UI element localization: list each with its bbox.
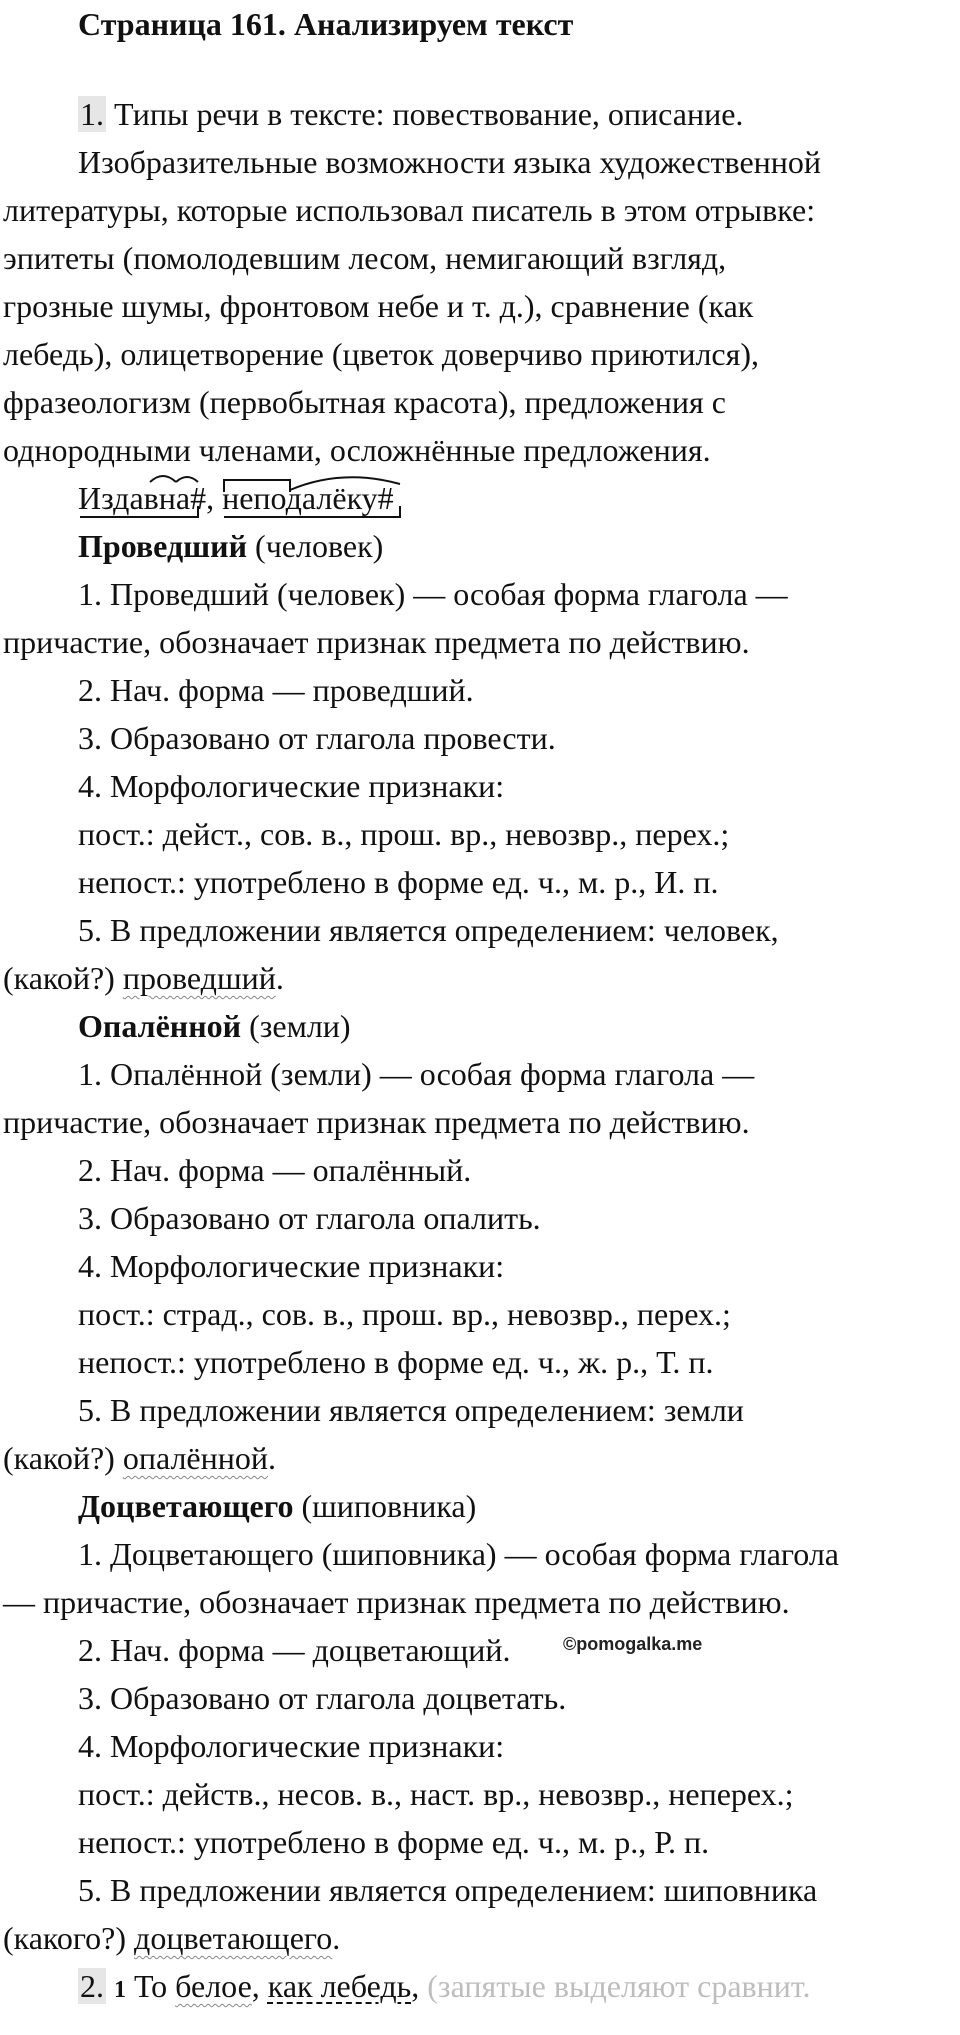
paragraph-text: Типы речи в тексте: повествование, описание. [106, 96, 744, 132]
analysis-line: 2. Нач. форма — доцветающий. [78, 1632, 511, 1668]
analysis-line: (какого?) доцветающего. [3, 1920, 341, 1956]
analysis-line: причастие, обозначает признак предмета по действию. [3, 1104, 750, 1140]
analysis-line: непост.: употреблено в форме ед. ч., ж. р., Т. п. [78, 1344, 714, 1380]
faded-note: (запятые выделяют сравнит. [419, 1968, 811, 2004]
section-heading: Доцветающего (шиповника) [78, 1488, 477, 1524]
analysis-line: 4. Морфологические признаки: [78, 1248, 505, 1284]
morphemic-analysis [78, 474, 394, 523]
analysis-line: 4. Морфологические признаки: [78, 1728, 505, 1764]
analysis-line: 3. Образовано от глагола провести. [78, 720, 556, 756]
analysis-line: причастие, обозначает признак предмета по действию. [3, 624, 750, 660]
analysis-line: 3. Образовано от глагола опалить. [78, 1200, 541, 1236]
analysis-line: 1. Доцветающего (шиповника) — особая форма глагола [78, 1536, 839, 1572]
ending-mark: # [377, 480, 394, 516]
paragraph-line [78, 90, 743, 139]
watermark: ©pomogalka.me [563, 1634, 703, 1654]
analysis-line: 3. Образовано от глагола доцветать. [78, 1680, 567, 1716]
sentence-number: 1 [114, 1977, 126, 2003]
ending-mark: # [190, 480, 207, 516]
analysis-line: 5. В предложении является определением: земли [78, 1392, 744, 1428]
separator: , [206, 480, 223, 516]
paragraph-line: грозные шумы, фронтовом небе и т. д.), сравнение (как [3, 288, 754, 324]
underlined-phrase: как лебедь [267, 1968, 412, 2004]
analysis-line: пост.: дейст., сов. в., прош. вр., невозвр., перех.; [78, 816, 730, 852]
paragraph-line: лебедь), олицетворение (цветок доверчиво приютился), [3, 336, 759, 372]
item-number: 1. [80, 96, 104, 132]
analysis-line: — причастие, обозначает признак предмета по действию. [3, 1584, 790, 1620]
underlined-word: белое [175, 1968, 252, 2004]
morpheme-marks [78, 468, 200, 528]
item-number: 2. [80, 1968, 104, 2004]
analysis-line: (какой?) проведший. [3, 960, 284, 996]
morpheme-marks [222, 468, 404, 528]
analysis-line: 2. Нач. форма — проведший. [78, 672, 474, 708]
underlined-word: опалённой [122, 1440, 268, 1476]
analysis-line: 5. В предложении является определением: человек, [78, 912, 779, 948]
analysis-line: 2. Нач. форма — опалённый. [78, 1152, 472, 1188]
analysis-line: 5. В предложении является определением: шиповника [78, 1872, 818, 1908]
analysis-line: 1. Проведший (человек) — особая форма глагола — [78, 576, 788, 612]
underlined-word: проведший [122, 960, 276, 996]
page-title: Страница 161. Анализируем текст [78, 6, 574, 42]
analysis-line: (какой?) опалённой. [3, 1440, 276, 1476]
analysis-line: пост.: действ., несов. в., наст. вр., невозвр., неперех.; [78, 1776, 794, 1812]
analysis-line: пост.: страд., сов. в., прош. вр., невозвр., перех.; [78, 1296, 731, 1332]
paragraph-line: литературы, которые использовал писатель в этом отрывке: [3, 192, 816, 228]
paragraph-line: эпитеты (помолодевшим лесом, немигающий взгляд, [3, 240, 727, 276]
analysis-line: непост.: употреблено в форме ед. ч., м. р., Р. п. [78, 1824, 710, 1860]
analysis-line: 4. Морфологические признаки: [78, 768, 505, 804]
underlined-word: доцветающего [134, 1920, 333, 1956]
analysis-line: непост.: употреблено в форме ед. ч., м. р., И. п. [78, 864, 719, 900]
paragraph-line: Изобразительные возможности языка художественной [78, 144, 822, 180]
analysis-line: 1. Опалённой (земли) — особая форма глагола — [78, 1056, 755, 1092]
section-heading: Проведший (человек) [78, 528, 384, 564]
paragraph-line: 2. 1 То белое, как лебедь, (запятые выделяют сравнит. [80, 1968, 811, 2004]
section-heading: Опалённой (земли) [78, 1008, 351, 1044]
paragraph-line: фразеологизм (первобытная красота), предложения с [3, 384, 726, 420]
morph-word-2: неподалёку [222, 474, 378, 523]
paragraph-line: однородными членами, осложнённые предложения. [3, 432, 711, 468]
morph-word-1: Издавна [78, 474, 190, 523]
